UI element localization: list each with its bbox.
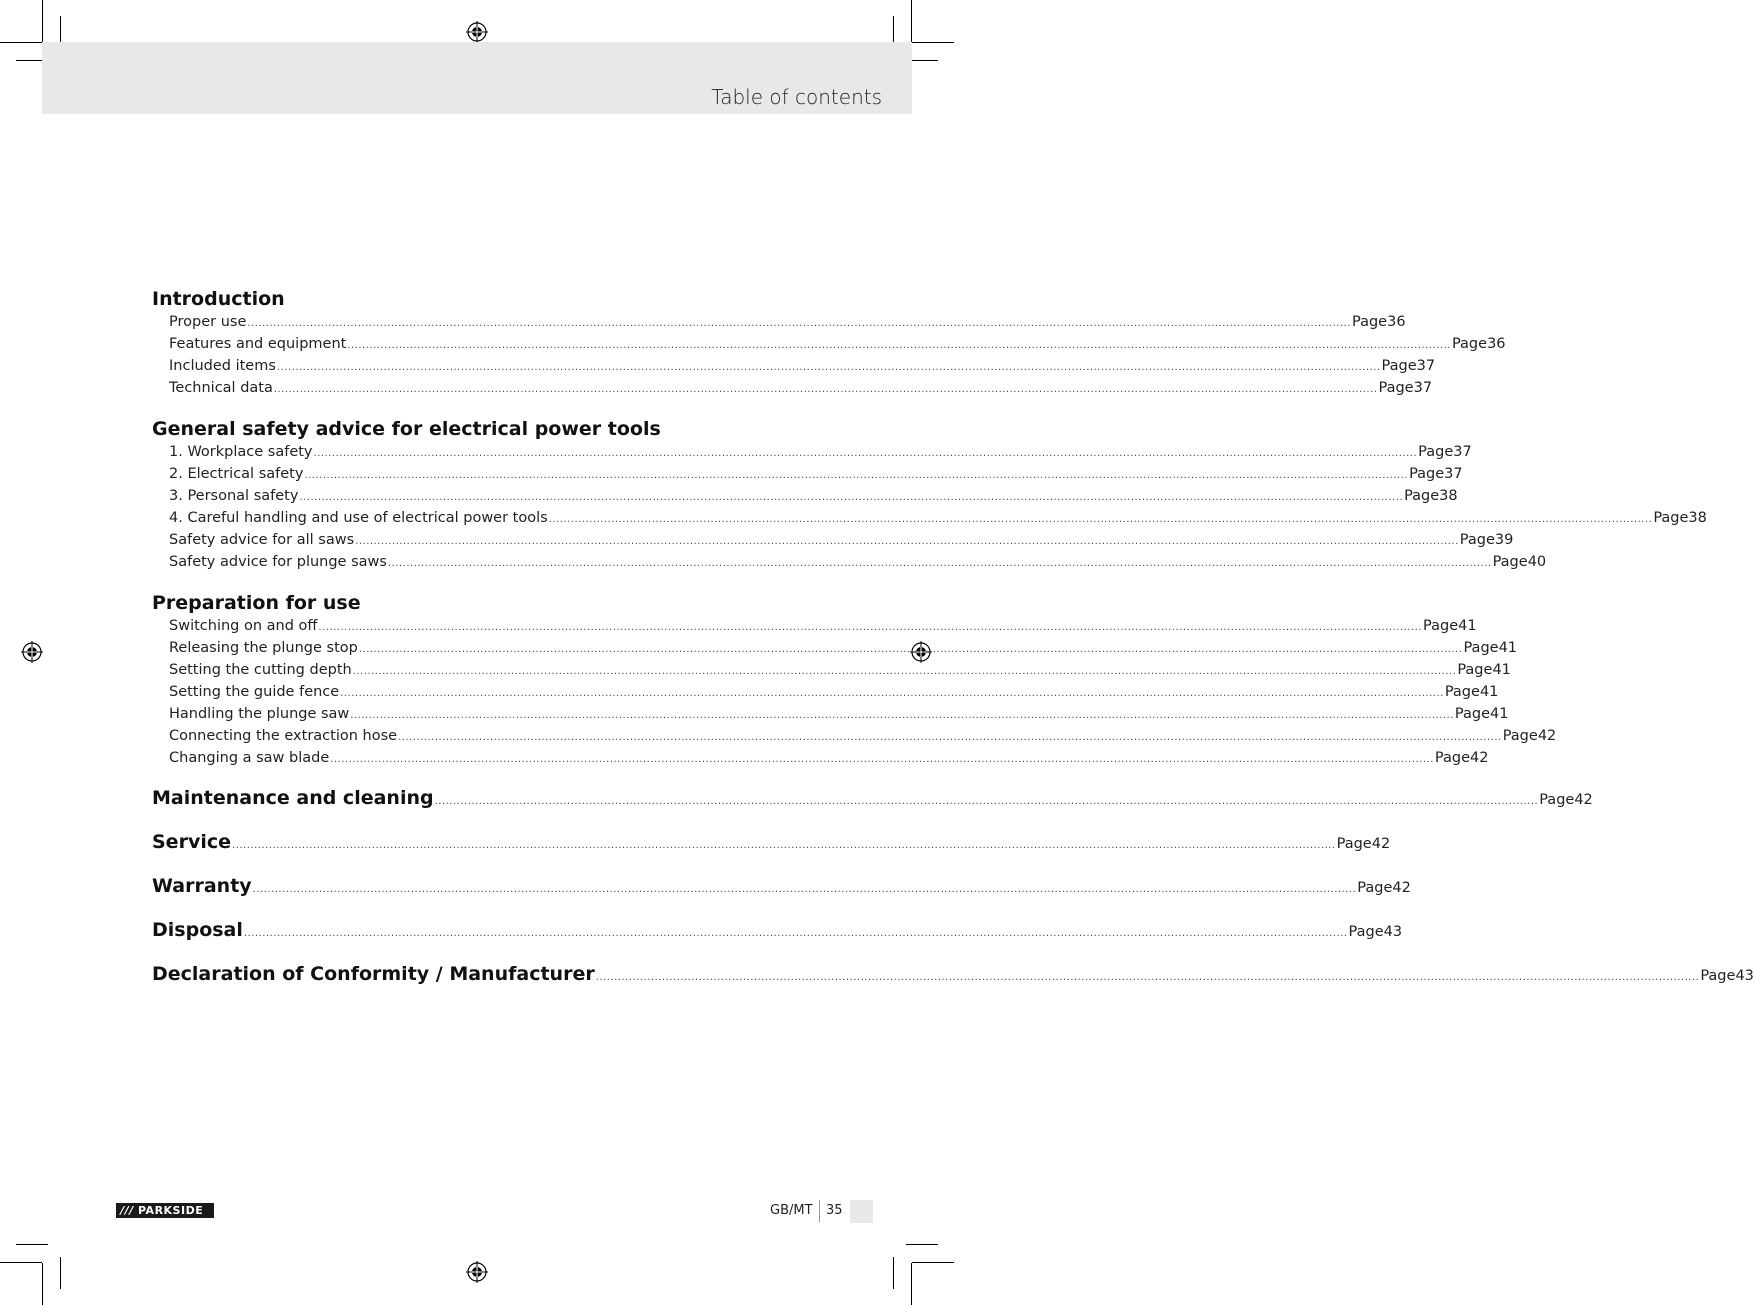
crop-mark [893, 1257, 894, 1289]
page-label: Page [1423, 618, 1459, 634]
crop-mark [16, 1244, 48, 1245]
toc-main-entry[interactable] [152, 952, 1754, 996]
dot-leader: ............................................................................................................................................................................................................................................................................................................ [299, 492, 1404, 503]
toc-entry[interactable] [152, 463, 1463, 485]
page-label: Page [1404, 488, 1440, 504]
dot-leader: ............................................................................................................................................................................................................................................................................................................ [595, 972, 1700, 983]
entry-label: 4. Careful handling and use of electrical power tools [169, 510, 548, 526]
page-number: 37 [1416, 358, 1436, 374]
page-label: Page [1352, 314, 1388, 330]
page-number: 41 [1498, 640, 1518, 656]
entry-label: Features and equipment [169, 336, 347, 352]
crop-mark [0, 42, 42, 43]
entry-label: Connecting the extraction hose [169, 728, 398, 744]
dot-leader: ............................................................................................................................................................................................................................................................................................................ [350, 710, 1454, 721]
dot-leader: ............................................................................................................................................................................................................................................................................................................ [247, 318, 1351, 329]
entry-label: 2. Electrical safety [169, 466, 304, 482]
entry-label: 3. Personal safety [169, 488, 299, 504]
entry-label: Switching on and off [169, 618, 318, 634]
page-number: 37 [1453, 444, 1472, 460]
page-number: 42 [1574, 792, 1593, 808]
page-label: Page [1454, 706, 1491, 722]
page-label: Page [1451, 336, 1488, 352]
page-number: 39 [1494, 532, 1514, 548]
entry-label: Declaration of Conformity / Manufacturer [152, 963, 595, 985]
toc-entry[interactable] [152, 681, 1499, 703]
toc-main-entry[interactable] [152, 908, 1403, 952]
toc-section [152, 287, 1506, 399]
page-label: Page [1418, 444, 1454, 460]
page-label: Page [1409, 466, 1445, 482]
page-label: Page [1700, 968, 1736, 984]
page-label: Page [1444, 684, 1480, 700]
toc-entry[interactable] [152, 637, 1518, 659]
page-number: 43 [1735, 968, 1754, 984]
toc-entry[interactable] [152, 725, 1557, 747]
toc-main-entry[interactable] [152, 864, 1411, 908]
entry-label: Disposal [152, 919, 243, 941]
entry-label: Handling the plunge saw [169, 706, 350, 722]
toc-entry[interactable] [152, 659, 1511, 681]
page-label: Page [1653, 510, 1689, 526]
entry-label: Setting the cutting depth [169, 662, 352, 678]
page-number: 41 [1458, 618, 1477, 634]
page-number: 41 [1490, 706, 1509, 722]
section-title: General safety advice for electrical power tools [152, 418, 661, 440]
dot-leader: ............................................................................................................................................................................................................................................................................................................ [273, 384, 1378, 395]
entry-label: 1. Workplace safety [169, 444, 313, 460]
dot-leader: ............................................................................................................................................................................................................................................................................................................ [340, 688, 1444, 699]
page-label: Page [1381, 358, 1417, 374]
page-label: Page [1539, 792, 1575, 808]
page-label: Page [1457, 662, 1493, 678]
language-code: GB/MT [770, 1203, 813, 1218]
page-label: Page [1459, 532, 1495, 548]
footer-divider [819, 1200, 820, 1222]
page-number: 42 [1371, 836, 1391, 852]
page-number: 37 [1444, 466, 1463, 482]
crop-mark [912, 1262, 954, 1263]
main-entries [152, 776, 1754, 996]
dot-leader: ............................................................................................................................................................................................................................................................................................................ [548, 514, 1653, 525]
footer-box [850, 1200, 873, 1223]
registration-mark-icon [466, 1261, 488, 1283]
toc-entry[interactable] [152, 703, 1509, 725]
page-title: Table of contents [711, 85, 882, 109]
dot-leader: ............................................................................................................................................................................................................................................................................................................ [398, 732, 1502, 743]
page-number: 36 [1487, 336, 1506, 352]
entry-label: Included items [169, 358, 276, 374]
page-label: Page [1434, 750, 1471, 766]
logo-slashes-icon: /// [120, 1204, 134, 1217]
page-number: 40 [1527, 554, 1547, 570]
crop-mark [60, 1257, 61, 1289]
toc-entry[interactable] [152, 311, 1406, 333]
toc-entry[interactable] [152, 441, 1472, 463]
crop-mark [906, 1244, 938, 1245]
toc-entry[interactable] [152, 551, 1547, 573]
crop-mark [911, 0, 912, 42]
entry-label: Service [152, 831, 231, 853]
parkside-logo [116, 1203, 214, 1218]
toc-main-entry[interactable] [152, 820, 1391, 864]
page-number: 41 [1492, 662, 1511, 678]
toc-section [152, 417, 1707, 573]
section-title: Preparation for use [152, 592, 361, 614]
toc-section [152, 591, 1557, 769]
dot-leader: ............................................................................................................................................................................................................................................................................................................ [355, 536, 1459, 547]
crop-mark [42, 0, 43, 42]
page-label: Page [1336, 836, 1372, 852]
entry-label: Safety advice for plunge saws [169, 554, 387, 570]
crop-mark [912, 42, 954, 43]
dot-leader: ............................................................................................................................................................................................................................................................................................................ [318, 622, 1423, 633]
section-title: Introduction [152, 288, 285, 310]
dot-leader: ............................................................................................................................................................................................................................................................................................................ [347, 340, 1451, 351]
entry-label: Changing a saw blade [169, 750, 330, 766]
dot-leader: ............................................................................................................................................................................................................................................................................................................ [276, 362, 1381, 373]
toc-main-entry[interactable] [152, 776, 1593, 820]
page-label: Page [1502, 728, 1538, 744]
entry-label: Warranty [152, 875, 252, 897]
entry-label: Technical data [169, 380, 273, 396]
dot-leader: ............................................................................................................................................................................................................................................................................................................ [434, 796, 1539, 807]
page-number: 42 [1392, 880, 1411, 896]
page-number: 38 [1688, 510, 1707, 526]
page-number-footer: 35 [826, 1203, 843, 1218]
page-label: Page [1492, 554, 1528, 570]
page-number: 42 [1470, 750, 1489, 766]
entry-label: Maintenance and cleaning [152, 787, 434, 809]
toc-entry[interactable] [152, 747, 1489, 769]
page-number: 37 [1413, 380, 1433, 396]
dot-leader: ............................................................................................................................................................................................................................................................................................................ [304, 470, 1409, 481]
dot-leader: ............................................................................................................................................................................................................................................................................................................ [352, 666, 1457, 677]
registration-mark-icon [21, 641, 43, 663]
registration-mark-icon [466, 21, 488, 43]
dot-leader: ............................................................................................................................................................................................................................................................................................................ [313, 448, 1418, 459]
brand-name: PARKSIDE [138, 1204, 204, 1217]
toc-entry[interactable] [152, 333, 1506, 355]
page-label: Page [1463, 640, 1499, 656]
dot-leader: ............................................................................................................................................................................................................................................................................................................ [358, 644, 1463, 655]
toc-entry[interactable] [152, 529, 1514, 551]
table-of-contents [152, 287, 1754, 996]
page-label: Page [1348, 924, 1384, 940]
toc-entry[interactable] [152, 615, 1477, 637]
entry-label: Releasing the plunge stop [169, 640, 358, 656]
page-number: 36 [1387, 314, 1406, 330]
dot-leader: ............................................................................................................................................................................................................................................................................................................ [330, 754, 1434, 765]
crop-mark [42, 1263, 43, 1305]
page-number: 38 [1439, 488, 1458, 504]
page-number: 41 [1479, 684, 1499, 700]
page-number: 42 [1537, 728, 1557, 744]
toc-entry[interactable] [152, 355, 1436, 377]
toc-entry[interactable] [152, 485, 1458, 507]
dot-leader: ............................................................................................................................................................................................................................................................................................................ [232, 840, 1336, 851]
entry-label: Proper use [169, 314, 247, 330]
crop-mark [911, 1263, 912, 1305]
toc-entry[interactable] [152, 507, 1707, 529]
page-number: 43 [1383, 924, 1403, 940]
dot-leader: ............................................................................................................................................................................................................................................................................................................ [252, 884, 1357, 895]
page-label: Page [1378, 380, 1414, 396]
entry-label: Setting the guide fence [169, 684, 340, 700]
toc-entry[interactable] [152, 377, 1433, 399]
page-label: Page [1357, 880, 1393, 896]
dot-leader: ............................................................................................................................................................................................................................................................................................................ [387, 558, 1492, 569]
entry-label: Safety advice for all saws [169, 532, 355, 548]
dot-leader: ............................................................................................................................................................................................................................................................................................................ [243, 928, 1348, 939]
crop-mark [0, 1262, 42, 1263]
